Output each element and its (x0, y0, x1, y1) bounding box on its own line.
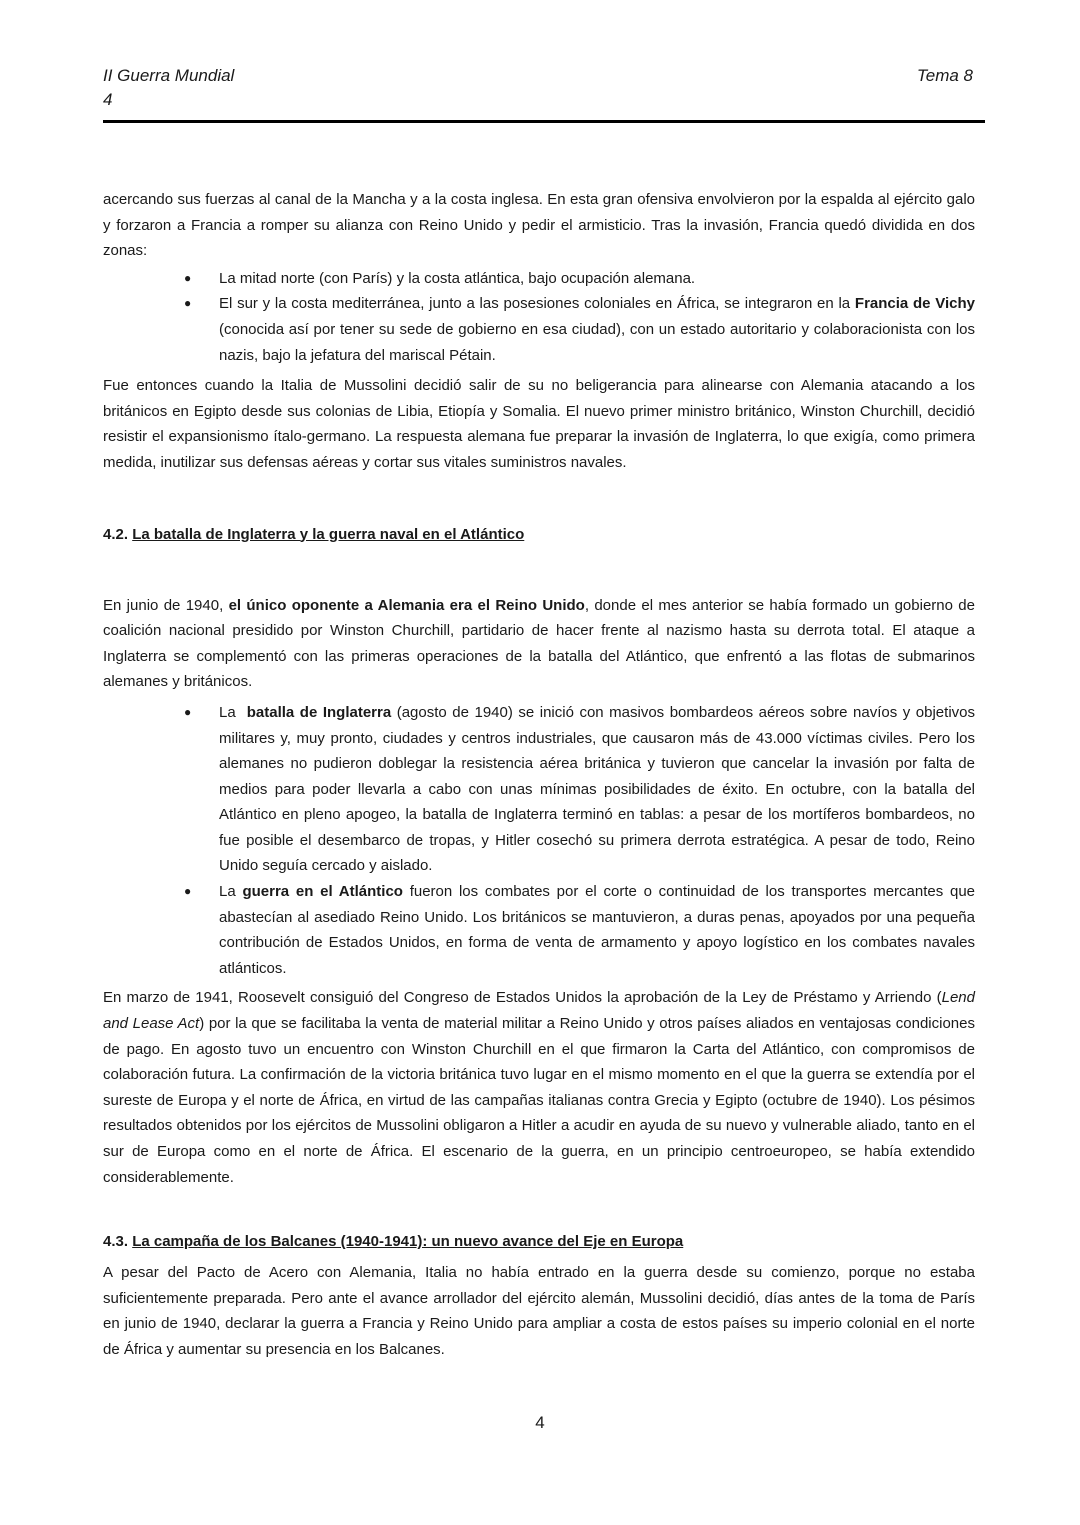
italic-term: Lend and Lease Act (103, 989, 975, 1033)
list-item-text: La (219, 703, 247, 721)
text-run: , donde el mes anterior se había formado un gobierno de coalición nacional presidido por Winston Churchill, partidario de hacer frente al nazismo hasta su derrota total. El ataque a Inglaterra se complementó con las primeras operaciones de la batalla del Atlántico, que enfrentó a las flotas de submarinos alemanes y británicos. (103, 596, 975, 691)
bold-term: el único oponente a Alemania era el Reino Unido (228, 596, 585, 614)
list-item-text: (agosto de 1940) se inició con masivos bombardeos aéreos sobre navíos y objetivos militares y, muy pronto, ciudades y centros industriales, que causaron más de 43.000 víctimas civiles. Pero los alemanes no pudieron doblegar la resistencia aérea británica y tuvieron que cancelar la invasión por falta de medios para poder llevarla a cabo con unas mínimas posibilidades de éxito. En octubre, con la batalla del Atlántico en pleno apogeo, la batalla de Inglaterra terminó en tablas: a pesar de los mortíferos bombardeos, no fue posible el desembarco de tropas, y Hitler cosechó su primera derrota estratégica. A pesar de todo, Reino Unido seguía cercado y aislado. (219, 703, 975, 875)
bold-term: batalla de Inglaterra (246, 703, 392, 721)
text-run: En marzo de 1941, Roosevelt consiguió del Congreso de Estados Unidos la aprobación de la Ley de Préstamo y Arriendo ( (103, 989, 942, 1007)
header-page-number: 4 (103, 90, 113, 109)
battles-list (103, 700, 975, 982)
section-heading-4-3 (103, 1230, 975, 1254)
section-heading-4-2 (103, 523, 975, 547)
paragraph-june-1940 (103, 593, 975, 695)
header-topic: Tema 8 (916, 66, 973, 85)
list-item-text: (conocida así por tener su sede de gobierno en esa ciudad), con un estado autoritario y colaboracionista con los nazis, bajo la jefatura del mariscal Pétain. (219, 320, 975, 364)
section-number: 4.3. (103, 1233, 133, 1251)
section-title: La batalla de Inglaterra y la guerra naval en el Atlántico (132, 525, 525, 543)
list-item-text: La (219, 883, 243, 901)
page-number: 4 (535, 1413, 545, 1432)
bold-term: Francia de Vichy (854, 295, 975, 313)
page-header (103, 64, 985, 123)
list-item (103, 700, 975, 879)
list-item (103, 879, 975, 981)
paragraph-france-invasion: acercando sus fuerzas al canal de la Mancha y a la costa inglesa. En esta gran ofensiva envolvieron por la espalda al ejército galo y forzaron a Francia a romper su alianza con Reino Unido y pedir el armisticio. Tras la invasión, Francia quedó dividida en dos zonas: (103, 191, 975, 260)
body-text (103, 187, 975, 1363)
bold-term: guerra en el Atlántico (242, 883, 403, 901)
text-run: ) por la que se facilitaba la venta de material militar a Reino Unido y otros países aliados en ventajosas condiciones de pago. En agosto tuvo un encuentro con Winston Churchill en el que firmaron la Carta del Atlántico, con compromisos de colaboración futura. La confirmación de la victoria británica tuvo lugar en el mismo momento en el que la guerra se extendía por el sureste de Europa y el norte de África, en virtud de las campañas italianas contra Grecia y Egipto (octubre de 1940). Los pésimos resultados obtenidos por los ejércitos de Mussolini obligaron a Hitler a acudir en ayuda de su nuevo y vulnerable aliado, tanto en el sur de Europa como en el norte de África. El escenario de la guerra, en un principio centroeuropeo, se había extendido considerablemente. (103, 1015, 975, 1186)
list-item-text: El sur y la costa mediterránea, junto a las posesiones coloniales en África, se integraron en la (219, 295, 855, 313)
header-title: II Guerra Mundial (103, 66, 235, 85)
text-run: En junio de 1940, (103, 596, 229, 614)
section-title: La campaña de los Balcanes (1940-1941): un nuevo avance del Eje en Europa (132, 1233, 684, 1251)
list-item (103, 291, 975, 368)
paragraph-lend-lease (103, 985, 975, 1190)
header-left (103, 64, 234, 112)
list-item-text: fueron los combates por el corte o continuidad de los transportes mercantes que abastecían al asediado Reino Unido. Los británicos se mantuvieron, a duras penas, apoyados por una pequeña contribución de Estados Unidos, en forma de venta de armamento y apoyo logístico en los combates navales atlánticos. (219, 883, 976, 977)
paragraph-balkans: A pesar del Pacto de Acero con Alemania, Italia no había entrado en la guerra desde su comienzo, porque no estaba suficientemente preparada. Pero ante el avance arrollador del ejército alemán, Mussolini decidió, días antes de la toma de París en junio de 1940, declarar la guerra a Francia y Reino Unido para ampliar a costa de estos países su imperio colonial en el norte de África y aumentar su presencia en los Balcanes. (103, 1264, 975, 1358)
list-item (103, 266, 975, 292)
section-number: 4.2. (103, 525, 133, 543)
france-zones-list (103, 266, 975, 368)
list-item-text: La mitad norte (con París) y la costa atlántica, bajo ocupación alemana. (219, 269, 696, 287)
paragraph-italy: Fue entonces cuando la Italia de Mussolini decidió salir de su no beligerancia para alinearse con Alemania atacando a los británicos en Egipto desde sus colonias de Libia, Etiopía y Somalia. El nuevo primer ministro británico, Winston Churchill, decidió resistir el expansionismo ítalo-germano. La respuesta alemana fue preparar la invasión de Inglaterra, lo que exigía, como primera medida, inutilizar sus defensas aéreas y cortar sus vitales suministros navales. (103, 377, 975, 471)
